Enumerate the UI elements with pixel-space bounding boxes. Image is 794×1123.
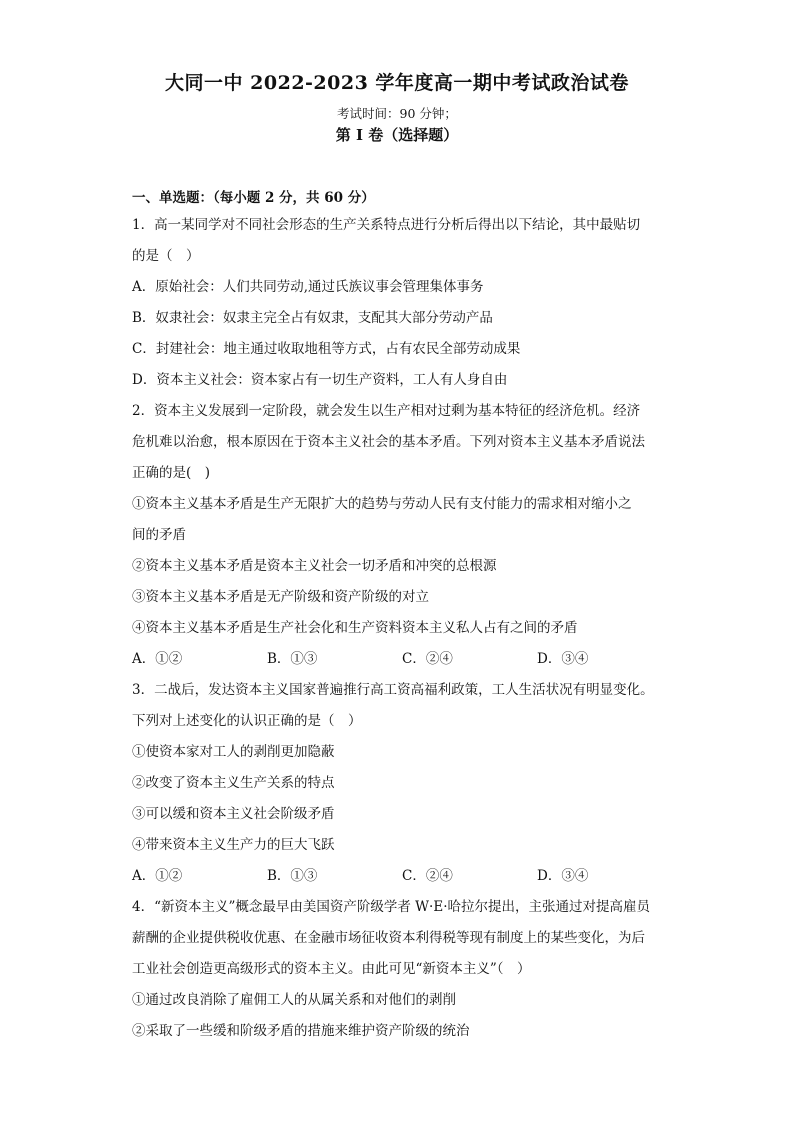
section-heading: 一、单选题：（每小题 2 分，共 60 分） <box>132 190 375 206</box>
question-stem-line: 下列对上述变化的认识正确的是（ ） <box>132 713 362 729</box>
question-stem-line: 4．“新资本主义”概念最早由美国资产阶级学者 W·E·哈拉尔提出，主张通过对提高雇员 <box>132 899 650 915</box>
exam-title: 大同一中 2022-2023 学年度高一期中考试政治试卷 <box>165 72 629 94</box>
option-d: D．③④ <box>537 868 589 884</box>
question-stem-line: 工业社会创造更高级形式的资本主义。由此可见“新资本主义”（ ） <box>132 961 531 977</box>
question-stem-line: 3．二战后，发达资本主义国家普遍推行高工资高福利政策，工人生活状况有明显变化。 <box>132 682 654 698</box>
statement-line: ②采取了一些缓和阶级矛盾的措施来维护资产阶级的统治 <box>132 1023 470 1039</box>
choice-d: D．资本主义社会：资本家占有一切生产资料，工人有人身自由 <box>132 372 508 388</box>
answer-options <box>132 644 672 675</box>
question-1 <box>132 210 672 396</box>
choice-b: B．奴隶社会：奴隶主完全占有奴隶，支配其大部分劳动产品 <box>132 310 493 326</box>
volume-heading: 第 I 卷（选择题） <box>335 126 459 144</box>
choice-c: C．封建社会：地主通过收取地租等方式，占有农民全部劳动成果 <box>132 341 521 357</box>
option-b: B．①③ <box>267 651 318 667</box>
statement-line: 间的矛盾 <box>132 527 186 543</box>
answer-options <box>132 861 672 892</box>
question-stem-line: 正确的是( ) <box>132 465 211 481</box>
option-c: C．②④ <box>402 651 453 667</box>
question-stem-line: 2．资本主义发展到一定阶段，就会发生以生产相对过剩为基本特征的经济危机。经济 <box>132 403 641 419</box>
statement-line: ②改变了资本主义生产关系的特点 <box>132 775 335 791</box>
question-stem-line: 薪酬的企业提供税收优惠、在金融市场征收资本利得税等现有制度上的某些变化，为后 <box>132 930 645 946</box>
choice-a: A．原始社会：人们共同劳动,通过氏族议事会管理集体事务 <box>132 279 484 295</box>
option-a: A．①② <box>132 651 183 667</box>
statement-line: ④带来资本主义生产力的巨大飞跃 <box>132 837 335 853</box>
option-d: D．③④ <box>537 651 589 667</box>
question-stem-line: 的是（ ） <box>132 248 200 264</box>
question-stem-line: 危机难以治愈，根本原因在于资本主义社会的基本矛盾。下列对资本主义基本矛盾说法 <box>132 434 645 450</box>
question-list <box>132 210 672 1047</box>
question-stem-line: 1．高一某同学对不同社会形态的生产关系特点进行分析后得出以下结论，其中最贴切 <box>132 217 641 233</box>
statement-line: ①使资本家对工人的剥削更加隐蔽 <box>132 744 335 760</box>
question-2 <box>132 396 672 675</box>
option-a: A．①② <box>132 868 183 884</box>
option-b: B．①③ <box>267 868 318 884</box>
statement-line: ①资本主义基本矛盾是生产无限扩大的趋势与劳动人民有支付能力的需求相对缩小之 <box>132 496 632 512</box>
statement-line: ③资本主义基本矛盾是无产阶级和资产阶级的对立 <box>132 589 429 605</box>
statement-line: ②资本主义基本矛盾是资本主义社会一切矛盾和冲突的总根源 <box>132 558 497 574</box>
statement-line: ④资本主义基本矛盾是生产社会化和生产资料资本主义私人占有之间的矛盾 <box>132 620 578 636</box>
statement-line: ③可以缓和资本主义社会阶级矛盾 <box>132 806 335 822</box>
question-3 <box>132 675 672 892</box>
question-4 <box>132 892 672 1047</box>
exam-time: 考试时间：90 分钟； <box>337 106 457 121</box>
option-c: C．②④ <box>402 868 453 884</box>
statement-line: ①通过改良消除了雇佣工人的从属关系和对他们的剥削 <box>132 992 456 1008</box>
